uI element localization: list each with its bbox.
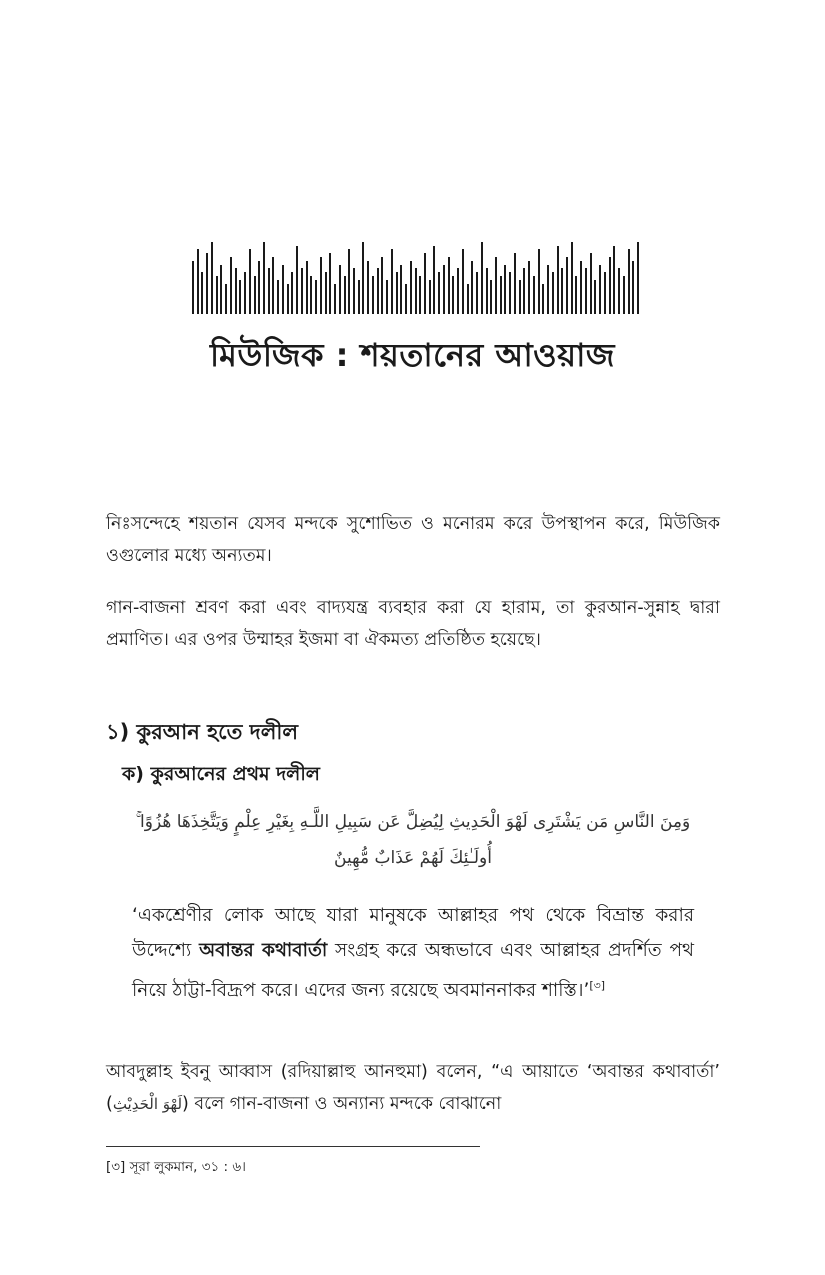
wave-bar: [372, 276, 374, 314]
wave-bar: [206, 253, 208, 314]
para3-text-2: ) বলে গান-বাজনা ও অন্যান্য মন্দকে বোঝানো: [182, 1094, 502, 1114]
wave-bar: [367, 261, 369, 314]
wave-bar: [192, 261, 194, 314]
inline-arabic: لَهْوَ الْحَدِيْثِ: [112, 1095, 183, 1113]
wave-bar: [272, 257, 274, 314]
wave-bar: [509, 272, 511, 314]
wave-bar: [599, 265, 601, 314]
wave-bar: [362, 242, 364, 314]
sound-wave-ornament: [192, 238, 640, 314]
wave-bar: [287, 284, 289, 314]
wave-bar: [201, 272, 203, 314]
wave-bar: [239, 280, 241, 314]
footnote-divider: [106, 1146, 480, 1147]
wave-bar: [533, 276, 535, 314]
wave-bar: [405, 284, 407, 314]
wave-bar: [348, 249, 350, 314]
wave-bar: [291, 272, 293, 314]
wave-bar: [476, 272, 478, 314]
wave-bar: [523, 268, 525, 314]
wave-bar: [462, 249, 464, 314]
arabic-verse-line-2: أُولَـٰئِكَ لَهُمْ عَذَابٌ مُّهِينٌ: [334, 848, 492, 868]
wave-bar: [585, 268, 587, 314]
wave-bar: [216, 276, 218, 314]
second-paragraph: গান-বাজনা শ্রবণ করা এবং বাদ্যযন্ত্র ব্যবহার করা যে হারাম, তা কুরআন-সুন্নাহ দ্বারা প্রমাণিত। এর ওপর উম্মাহর ইজমা বা ঐকমত্য প্রতিষ্ঠিত হয়েছে।: [106, 598, 720, 650]
wave-bar: [604, 272, 606, 314]
wave-bar: [353, 268, 355, 314]
wave-bar: [443, 265, 445, 314]
para3-text-1: আবদুল্লাহ ইবনু আব্বাস (রদিয়াল্লাহু আনহুমা) বলেন, “এ আয়াতে ‘অবান্তর কথাবার্তা’ (: [106, 1062, 720, 1114]
wave-bar: [457, 268, 459, 314]
wave-bar: [301, 268, 303, 314]
wave-bar: [244, 272, 246, 314]
wave-bar: [471, 261, 473, 314]
wave-bar: [211, 242, 213, 314]
section-heading: ১) কুরআন হতে দলীল: [106, 720, 298, 744]
wave-bar: [424, 253, 426, 314]
wave-bar: [495, 257, 497, 314]
wave-bar: [561, 268, 563, 314]
wave-bar: [519, 280, 521, 314]
wave-bar: [452, 276, 454, 314]
wave-bar: [391, 249, 393, 314]
wave-bar: [481, 242, 483, 314]
wave-bar: [263, 242, 265, 314]
wave-bar: [329, 253, 331, 314]
wave-bar: [268, 268, 270, 314]
wave-bar: [344, 276, 346, 314]
wave-bar: [282, 265, 284, 314]
wave-bar: [557, 246, 559, 314]
wave-bar: [609, 257, 611, 314]
wave-bar: [552, 272, 554, 314]
wave-bar: [306, 261, 308, 314]
intro-paragraph: নিঃসন্দেহে শয়তান যেসব মন্দকে সুশোভিত ও মনোরম করে উপস্থাপন করে, মিউজিক ওগুলোর মধ্যে অন্যতম।: [106, 514, 720, 566]
wave-bar: [637, 242, 639, 314]
wave-bar: [386, 280, 388, 314]
wave-bar: [400, 265, 402, 314]
wave-bar: [315, 280, 317, 314]
wave-bar: [528, 261, 530, 314]
wave-bar: [377, 268, 379, 314]
wave-bar: [571, 242, 573, 314]
wave-bar: [381, 257, 383, 314]
wave-bar: [320, 257, 322, 314]
footnote: [৩] সূরা লুকমান, ৩১ : ৬।: [106, 1159, 246, 1175]
wave-bar: [542, 284, 544, 314]
quote-text-1: ‘একশ্রেণীর লোক আছে যারা মানুষকে আল্লাহর পথ থেকে বিভ্রান্ত করার উদ্দেশ্যে: [132, 905, 694, 961]
wave-bar: [296, 246, 298, 314]
wave-bar: [632, 261, 634, 314]
wave-bar: [486, 268, 488, 314]
wave-bar: [580, 261, 582, 314]
wave-bar: [415, 268, 417, 314]
wave-bar: [339, 265, 341, 314]
wave-bar: [277, 280, 279, 314]
ibn-abbas-paragraph: [106, 1056, 720, 1120]
wave-bar: [438, 272, 440, 314]
wave-bar: [429, 280, 431, 314]
wave-bar: [575, 276, 577, 314]
wave-bar: [628, 249, 630, 314]
wave-bar: [358, 280, 360, 314]
wave-bar: [448, 257, 450, 314]
wave-bar: [230, 257, 232, 314]
wave-bar: [566, 257, 568, 314]
footnote-ref[interactable]: [৩]: [589, 979, 606, 992]
wave-bar: [594, 280, 596, 314]
wave-bar: [500, 276, 502, 314]
wave-bar: [490, 280, 492, 314]
wave-bar: [623, 276, 625, 314]
wave-bar: [618, 268, 620, 314]
wave-bar: [254, 276, 256, 314]
wave-bar: [225, 284, 227, 314]
wave-bar: [514, 253, 516, 314]
wave-bar: [334, 284, 336, 314]
wave-bar: [258, 261, 260, 314]
wave-bar: [547, 265, 549, 314]
verse-translation: [132, 898, 694, 1008]
wave-bar: [235, 268, 237, 314]
wave-bar: [220, 265, 222, 314]
wave-bar: [613, 246, 615, 314]
wave-bar: [310, 276, 312, 314]
wave-bar: [433, 246, 435, 314]
quote-text-2: সংগ্রহ করে অন্ধভাবে এবং আল্লাহর প্রদর্শিত পথ নিয়ে ঠাট্টা-বিদ্রূপ করে। এদের জন্য রয়েছে অবমাননাকর শাস্তি।’: [132, 940, 694, 1002]
wave-bar: [249, 249, 251, 314]
wave-bar: [504, 265, 506, 314]
sub-heading: ক) কুরআনের প্রথম দলীল: [122, 763, 320, 785]
wave-bar: [396, 272, 398, 314]
quote-bold-phrase: অবান্তর কথাবার্তা: [199, 940, 328, 961]
wave-bar: [197, 249, 199, 314]
wave-bar: [410, 261, 412, 314]
wave-bar: [590, 253, 592, 314]
wave-bar: [325, 272, 327, 314]
arabic-verse-line-1: وَمِنَ النَّاسِ مَن يَشْتَرِى لَهْوَ الْحَدِيثِ لِيُضِلَّ عَن سَبِيلِ اللَّـهِ بِغَيْرِ عِلْمٍ وَيَتَّخِذَهَا هُزُوًا ۚ: [135, 812, 691, 832]
wave-bar: [467, 284, 469, 314]
wave-bar: [538, 249, 540, 314]
chapter-title: মিউজিক : শয়তানের আওয়াজ: [209, 336, 615, 374]
wave-bar: [419, 276, 421, 314]
